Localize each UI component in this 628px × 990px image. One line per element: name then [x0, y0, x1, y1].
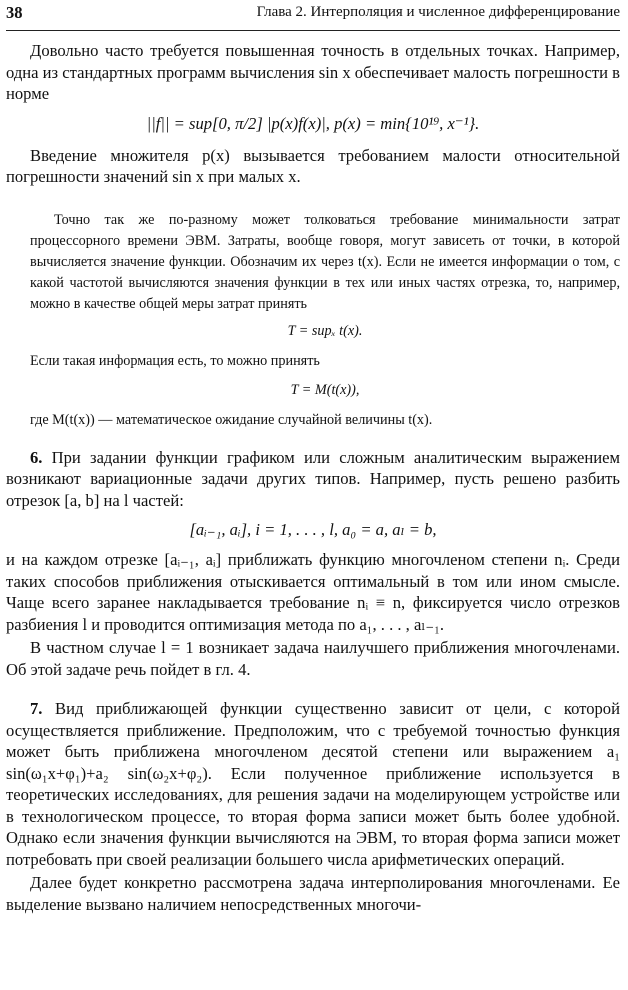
section-7: [6, 698, 620, 870]
section-6: [6, 447, 620, 512]
running-title: Глава 2. Интерполяция и численное дифференцирование: [256, 4, 620, 20]
paragraph-segment-polynomials: и на каждом отрезке [aᵢ₋₁, aᵢ] приближать функцию многочленом степени nᵢ. Среди таких способов приближения отыскивается оптимальный в том или ином смысле. Чаще всего заранее накладывается требование nᵢ ≡ n, фиксируется число отрезков разбиения l и проводится оптимизация метода по a₁, . . . , aₗ₋₁.: [6, 550, 620, 634]
section-7-number: 7.: [30, 699, 43, 718]
page-number: 38: [6, 3, 23, 22]
paragraph-intro: Довольно часто требуется повышенная точность в отдельных точках. Например, одна из стандартных программ вычисления sin x обеспечивает малость погрешности в норме: [6, 41, 620, 103]
page-body: [6, 40, 620, 915]
paragraph-small-cpu-time: Точно так же по-разному может толковаться требование минимальности затрат процессорного времени ЭВМ. Затраты, вообще говоря, могут зависеть от точки, в которой вычисляется значение функции. Обозначим их через t(x). Если не имеется информации о том, с какой частотой вычисляются значения функции в тех или иных частях отрезка, то, например, можно в качестве общей меры затрат принять: [30, 211, 620, 312]
section-7-text: Вид приближающей функции существенно зависит от цели, с которой осуществляется приближение. Предположим, что с требуемой точностью функция может быть приближена многочленом десятой степени или выражением a₁ sin(ω₁x+φ₁)+a₂ sin(ω₂x+φ₂). Если полученное приближение используется в теоретических исследованиях, для решения задачи на моделирующем устройстве или в технологическом процессе, то вторая форма записи может быть более удобной. Однако если значения функции вычисляются на ЭВМ, то вторая форма записи может потребовать при своей реализации большего числа арифметических операций.: [6, 699, 620, 869]
paragraph-small-expectation: где M(t(x)) — математическое ожидание случайной величины t(x).: [30, 411, 433, 428]
paragraph-special-case: В частном случае l = 1 возникает задача наилучшего приближения многочленами. Об этой задаче речь пойдет в гл. 4.: [6, 638, 620, 679]
section-6-number: 6.: [30, 447, 43, 467]
formula-norm: ||f|| = sup[0, π/2] |p(x)f(x)|, p(x) = min{10¹⁹, x⁻¹}.: [146, 113, 480, 133]
section-6-text: При задании функции графиком или сложным аналитическим выражением возникают вариационные задачи других типов. Например, пусть решено разбить отрезок [a, b] на l частей:: [6, 447, 620, 510]
formula-sup-t: T = supₓ t(x).: [287, 322, 363, 339]
paragraph-small-info: Если такая информация есть, то можно принять: [30, 352, 320, 369]
paragraph-multiplier: Введение множителя p(x) вызывается требованием малости относительной погрешности значений sin x при малых x.: [6, 145, 620, 186]
paragraph-interpolation: Далее будет конкретно рассмотрена задача интерполирования многочленами. Ее выделение вызвано наличием непосредственных многочи-: [6, 873, 620, 914]
page-header: [6, 0, 620, 31]
formula-partition: [aᵢ₋₁, aᵢ], i = 1, . . . , l, a₀ = a, aₗ = b,: [189, 520, 437, 539]
formula-expectation: T = M(t(x)),: [290, 381, 360, 398]
